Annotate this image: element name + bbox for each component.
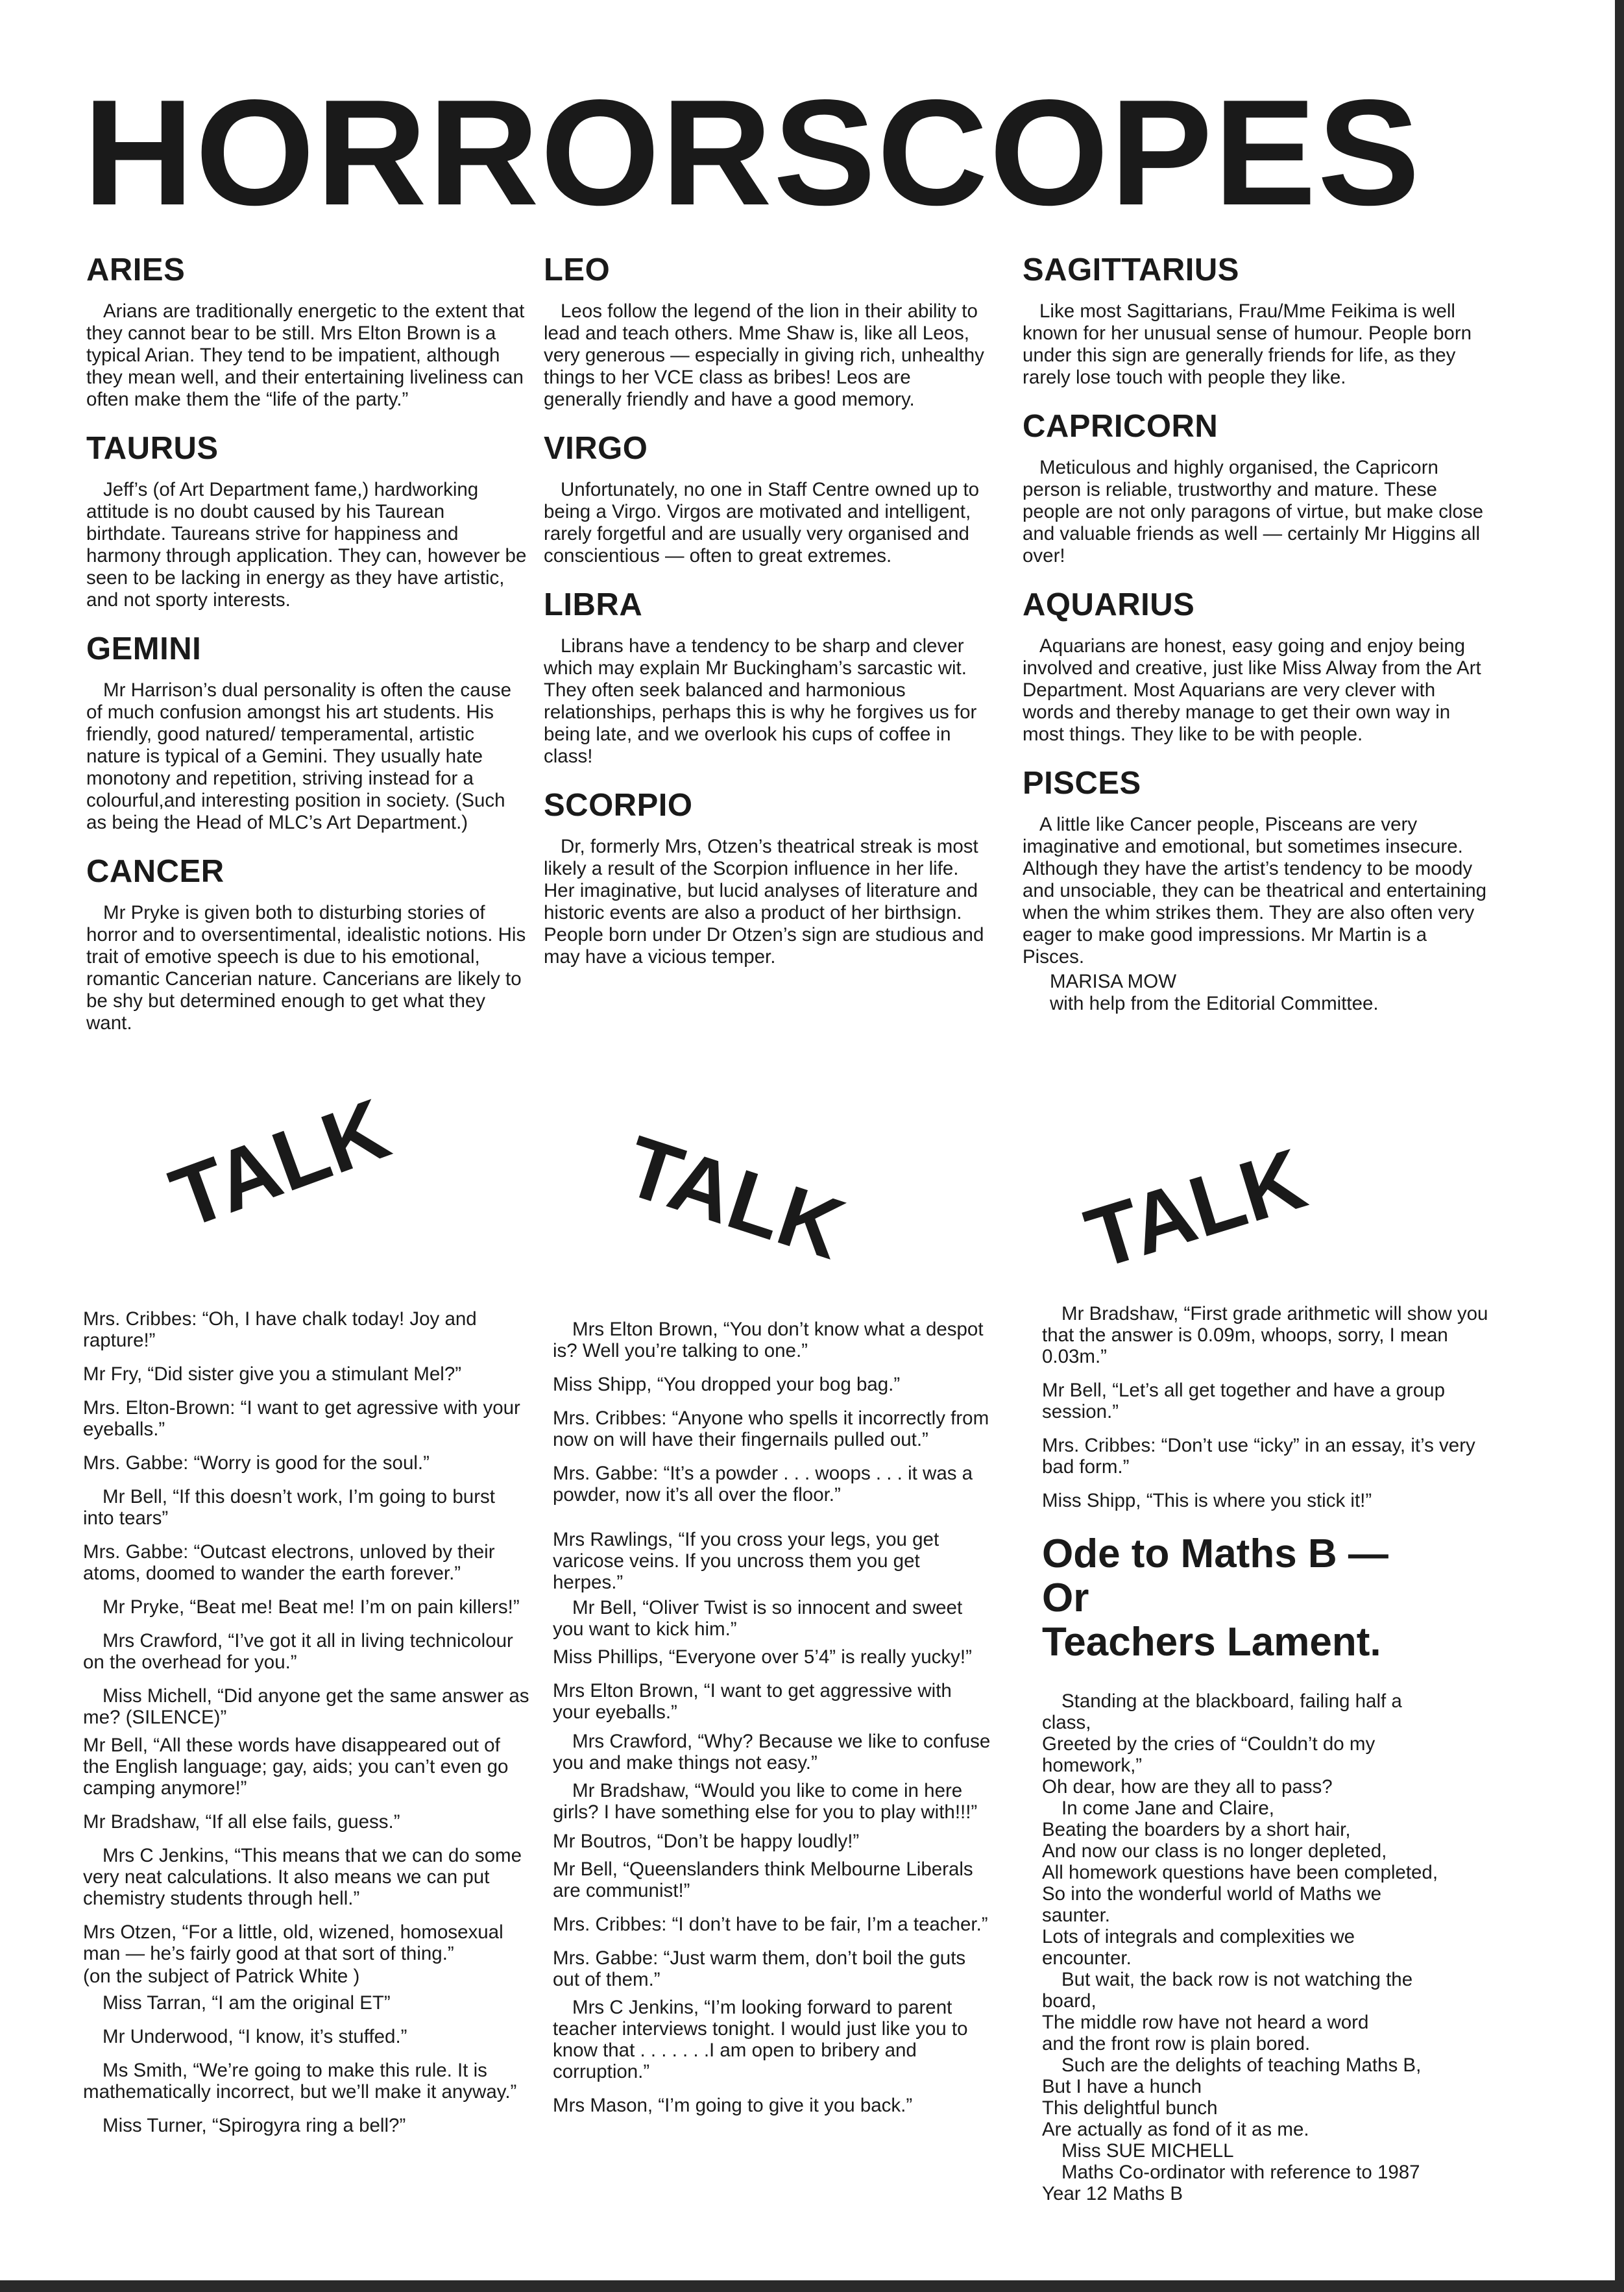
sign-scorpio (544, 790, 985, 968)
quote-speaker: Mrs C Jenkins, (103, 1845, 230, 1866)
poem-line: In come Jane and Claire, (1061, 1798, 1274, 1819)
quote-speaker: Mr Bell, (103, 1486, 167, 1507)
page-bottom-edge (0, 2280, 1624, 2292)
horoscope-column-3 (1023, 254, 1490, 1015)
quote-speaker: Ms Smith, (103, 2060, 188, 2081)
quote (553, 1914, 994, 1935)
quote (83, 1308, 531, 1351)
quote-speaker: Mrs C Jenkins, (572, 1997, 699, 2018)
quote-speaker: Mr Fry, (83, 1363, 143, 1385)
quote-speaker: Mrs Crawford, (103, 1630, 223, 1652)
quote (553, 1947, 994, 1990)
sign-heading: LIBRA (544, 587, 643, 622)
quote (83, 1486, 531, 1529)
quote-speaker: Mr Bradshaw, (1061, 1303, 1179, 1324)
quote (1042, 1303, 1496, 1367)
quote (553, 1646, 994, 1668)
quote-speaker: Mrs. Elton-Brown: (83, 1397, 236, 1419)
poem-line: This delightful bunch (1042, 2097, 1218, 2119)
poem-line: Standing at the blackboard, failing half a (1061, 1690, 1402, 1712)
quote-text: “This is where you stick it!” (1146, 1490, 1372, 1511)
quote-text: “Outcast electrons, unloved by their atoms, doomed to wander the earth forever.” (83, 1541, 495, 1584)
poem-line: Beating the boarders by a short hair, (1042, 1819, 1351, 1840)
quote (553, 1374, 994, 1395)
quote (83, 1921, 531, 1964)
sign-heading: PISCES (1023, 766, 1141, 801)
poem-line: Greeted by the cries of “Couldn’t do my (1042, 1733, 1376, 1755)
quote (553, 1597, 994, 1640)
quote-text: “First grade arithmetic will show you that the answer is 0.09m, whoops, sorry, I mean 0.03m.” (1042, 1303, 1488, 1367)
quote (83, 1685, 531, 1728)
quote-text: “Queenslanders think Melbourne Liberals are communist!” (553, 1859, 973, 1901)
ode-title-line: Teachers Lament. (1042, 1620, 1381, 1664)
quote-speaker: Mrs. Cribbes: (553, 1408, 667, 1429)
quote (553, 1831, 994, 1852)
quote-speaker: Mrs Otzen, (83, 1921, 177, 1943)
quote-text: “This means that we can do some very neat calculations. It also means we can put chemistry students through hell.” (83, 1845, 522, 1909)
quote-text: “For a little, old, wizened, homosexual man — he’s fairly good at that sort of thing.” (83, 1921, 503, 1964)
poem-line: The middle row have not heard a word (1042, 2012, 1369, 2033)
poem-line: homework,” (1042, 1755, 1143, 1776)
sign-text: Unfortunately, no one in Staff Centre owned up to being a Virgo. Virgos are motivated and intelligent, rarely forgetful and are usually very organised and conscientious — often to great extremes. (544, 479, 980, 567)
poem-line: All homework questions have been completed, (1042, 1862, 1438, 1883)
quote (83, 2115, 531, 2136)
ode-title-line: Or (1042, 1576, 1089, 1620)
quote-speaker: Mr Bell, (553, 1859, 618, 1880)
sign-text: A little like Cancer people, Pisceans are very imaginative and emotional, but sometimes insecure. Although they have the artist’s tendency to be moody and unsociable, they can be theatrical and entertaining when the whim strikes them. They are also often very eager to make good impressions. Mr Martin is a Pisces. (1023, 814, 1487, 968)
quote-speaker: Mrs. Cribbes: (1042, 1435, 1156, 1456)
quote (553, 1997, 994, 2082)
quote-text: “Worry is good for the soul.” (193, 1452, 430, 1474)
quote-speaker: Mrs Elton Brown, (553, 1680, 699, 1701)
quote (83, 1596, 531, 1618)
quote-speaker: Mrs. Gabbe: (83, 1452, 189, 1474)
poem-line: Oh dear, how are they all to pass? (1042, 1776, 1333, 1798)
sign-text: Dr, formerly Mrs, Otzen’s theatrical streak is most likely a result of the Scorpion influence in her life. Her imaginative, but lucid analyses of literature and historic events are also a product of her birthsign. People born under Dr Otzen’s sign are studious and may have a vicious temper. (544, 836, 984, 968)
quote (83, 1811, 531, 1833)
ode-poem (1042, 1690, 1496, 2204)
quote-text: “I am the original ET” (212, 1992, 391, 2014)
quote-text: “If all else fails, guess.” (205, 1811, 400, 1833)
quote-text: “Spirogyra ring a bell?” (212, 2115, 406, 2136)
quote-text: “Beat me! Beat me! I’m on pain killers!” (189, 1596, 520, 1618)
poem-line: But I have a hunch (1042, 2076, 1202, 2097)
quote-text: “If you cross your legs, you get varicose veins. If you uncross them you get herpes.” (553, 1529, 939, 1593)
quote (83, 2026, 531, 2047)
quotes-column-1 (83, 1308, 531, 2149)
poem-line: So into the wonderful world of Maths we (1042, 1883, 1382, 1905)
quote (553, 1408, 994, 1450)
quotes-column-2 (553, 1319, 994, 2128)
quote (83, 1992, 531, 2014)
quote-speaker: Mrs. Cribbes: (553, 1914, 667, 1935)
horoscope-column-1 (86, 254, 527, 1056)
poem-line: and the front row is plain bored. (1042, 2033, 1311, 2054)
poem-line: And now our class is no longer depleted, (1042, 1840, 1387, 1862)
quote-text: “Oliver Twist is so innocent and sweet you want to kick him.” (553, 1597, 963, 1640)
sign-capricorn (1023, 411, 1490, 567)
quote-text: “I don’t have to be fair, I’m a teacher.” (672, 1914, 988, 1935)
sign-text: Meticulous and highly organised, the Capricorn person is reliable, trustworthy and mature. These people are not only paragons of virtue, but make close and valuable friends as well — certainly Mr Higgins all over! (1023, 457, 1484, 567)
page-title: HORRORSCOPES (83, 69, 1422, 237)
quote (1042, 1380, 1496, 1422)
sign-leo (544, 254, 985, 411)
quote-text: “Oh, I have chalk today! Joy and rapture!” (83, 1308, 477, 1351)
quote-speaker: Mrs Rawlings, (553, 1529, 673, 1550)
ode-author-class: Year 12 Maths B (1042, 2183, 1183, 2204)
sign-heading: VIRGO (544, 431, 648, 466)
poem-line: class, (1042, 1712, 1091, 1733)
poem-line: Are actually as fond of it as me. (1042, 2119, 1309, 2140)
quote (1042, 1435, 1496, 1478)
poem-line: Lots of integrals and complexities we (1042, 1926, 1355, 1947)
sign-text: Like most Sagittarians, Frau/Mme Feikima is well known for her unusual sense of humour. People born under this sign are generally friends for life, as they rarely lose touch with people they like. (1023, 300, 1472, 388)
sign-text: Jeff’s (of Art Department fame,) hardworking attitude is no doubt caused by his Taurean birthdate. Taureans strive for happiness and harmony through application. They can, however be seen to be lacking in energy as they have artistic, and not sporty interests. (86, 479, 527, 611)
quote (83, 1845, 531, 1909)
quote-text: “Did anyone get the same answer as me? (SILENCE)” (83, 1685, 529, 1728)
quote (83, 1735, 531, 1799)
page-edge (1615, 0, 1624, 2292)
quote (553, 1529, 994, 1593)
sign-text: Mr Pryke is given both to disturbing stories of horror and to oversentimental, idealistic notions. His trait of emotive speech is due to his emotional, romantic Cancerian nature. Cancerians are likely to be shy but determined enough to get what they want. (86, 902, 526, 1034)
talk-heading-3: TALK (1075, 1130, 1316, 1287)
quote-speaker: Mrs Crawford, (572, 1731, 693, 1752)
sign-aries (86, 254, 527, 411)
quote-speaker: Mrs Mason, (553, 2095, 653, 2116)
sign-text: Librans have a tendency to be sharp and clever which may explain Mr Buckingham’s sarcastic wit. They often seek balanced and harmonious relationships, perhaps this is why he forgives us for being late, and we overlook his cups of coffee in class! (544, 635, 977, 767)
quote (553, 1463, 994, 1506)
sign-heading: ARIES (86, 252, 186, 287)
quote-speaker: Mrs. Gabbe: (553, 1463, 659, 1484)
quote (83, 1363, 531, 1385)
sign-heading: AQUARIUS (1023, 587, 1195, 622)
quote-speaker: Mrs. Gabbe: (83, 1541, 189, 1563)
sign-heading: TAURUS (86, 431, 219, 466)
sign-heading: CAPRICORN (1023, 409, 1218, 444)
quote-text: “Don’t use “icky” in an essay, it’s very bad form.” (1042, 1435, 1475, 1478)
quote-text: “You don’t know what a despot is? Well you’re talking to one.” (553, 1319, 984, 1361)
quote-text: “Everyone over 5’4” is really yucky!” (668, 1646, 972, 1668)
quote-speaker: Miss Michell, (103, 1685, 212, 1707)
sign-sagittarius (1023, 254, 1490, 389)
quote (83, 1452, 531, 1474)
quote-speaker: Mr Bell, (572, 1597, 637, 1618)
quote-note: (on the subject of Patrick White ) (83, 1966, 360, 1987)
sign-heading: GEMINI (86, 631, 202, 666)
quote-speaker: Mr Bradshaw, (83, 1811, 200, 1833)
quote-text: “Would you like to come in here girls? I have something else for you to play with!!!” (553, 1780, 978, 1823)
quote-text: “Don’t be happy loudly!” (657, 1831, 860, 1852)
quote (1042, 1490, 1496, 1511)
quote-text: “I want to get aggressive with your eyeballs.” (553, 1680, 952, 1723)
quote-text: “I’m going to give it you back.” (658, 2095, 913, 2116)
quote-speaker: Miss Turner, (103, 2115, 207, 2136)
quote-text: “We’re going to make this rule. It is mathematically incorrect, but we’ll make it anyway.” (83, 2060, 517, 2103)
quote-text: “Did sister give you a stimulant Mel?” (147, 1363, 462, 1385)
quote-text: “Let’s all get together and have a group session.” (1042, 1380, 1445, 1422)
sign-pisces (1023, 768, 1490, 968)
sign-heading: SAGITTARIUS (1023, 252, 1239, 287)
poem-line: saunter. (1042, 1905, 1110, 1926)
sign-aquarius (1023, 589, 1490, 746)
ode-title (1042, 1532, 1496, 1664)
poem-line: Such are the delights of teaching Maths B, (1061, 2054, 1422, 2076)
sign-virgo (544, 433, 985, 567)
quote-text: “I know, it’s stuffed.” (238, 2026, 407, 2047)
quote (83, 1630, 531, 1673)
talk-heading-2: TALK (614, 1117, 855, 1277)
sign-heading: LEO (544, 252, 611, 287)
talk-heading-1: TALK (159, 1080, 401, 1247)
horoscope-column-2 (544, 254, 985, 990)
quote-speaker: Mr Pryke, (103, 1596, 185, 1618)
quotes-column-3 (1042, 1303, 1496, 2204)
horoscope-author: MARISA MOW (1050, 971, 1177, 992)
quote (553, 1859, 994, 1901)
quote-speaker: Miss Shipp, (553, 1374, 652, 1395)
sign-text: Leos follow the legend of the lion in their ability to lead and teach others. Mme Shaw is, like all Leos, very generous — especially in giving rich, unhealthy things to her VCE class as bribes! Leos are generally friendly and have a good memory. (544, 300, 984, 410)
quote (83, 1397, 531, 1440)
quote-text: “Why? Because we like to confuse you and make things not easy.” (553, 1731, 991, 1774)
quote (553, 1731, 994, 1774)
horoscope-credit: with help from the Editorial Committee. (1050, 993, 1379, 1014)
sign-text: Arians are traditionally energetic to the extent that they cannot bear to be still. Mrs Elton Brown is a typical Arian. They tend to be impatient, although they mean well, and their entertaining liveliness can often make them the “life of the party.” (86, 300, 525, 410)
sign-cancer (86, 856, 527, 1034)
sign-heading: SCORPIO (544, 788, 693, 823)
quote-speaker: Mr Boutros, (553, 1831, 652, 1852)
quote (83, 1541, 531, 1584)
quote (553, 2095, 994, 2116)
quote-text: “I’m looking forward to parent teacher interviews tonight. I would just like you to know that . . . . . . .I am open to bribery and corruption.” (553, 1997, 968, 2082)
quote-text: “If this doesn’t work, I’m going to burst into tears” (83, 1486, 495, 1529)
quote-speaker: Mrs Elton Brown, (572, 1319, 718, 1340)
quote-text: “Anyone who spells it incorrectly from now on will have their fingernails pulled out.” (553, 1408, 989, 1450)
ode-author-role: Maths Co-ordinator with reference to 1987 (1061, 2162, 1420, 2183)
ode-title-line: Ode to Maths B — (1042, 1531, 1388, 1576)
poem-line: encounter. (1042, 1947, 1132, 1969)
poem-line: board, (1042, 1990, 1097, 2012)
quote-text: “I want to get agressive with your eyeballs.” (83, 1397, 520, 1440)
sign-text: Mr Harrison’s dual personality is often the cause of much confusion amongst his art students. His friendly, good natured/ temperamental, artistic nature is typical of a Gemini. They usually hate monotony and repetition, striving instead for a colourful,and interesting position in society. (Such as being the Head of MLC’s Art Department.) (86, 679, 512, 833)
quote-speaker: Mr Bell, (1042, 1380, 1107, 1401)
quote-text: “It’s a powder . . . woops . . . it was a powder, now it’s all over the floor.” (553, 1463, 973, 1506)
quote-speaker: Mr Bell, (83, 1735, 148, 1756)
quote-speaker: Mrs. Gabbe: (553, 1947, 659, 1969)
quote-speaker: Mrs. Cribbes: (83, 1308, 197, 1330)
quote (553, 1319, 994, 1361)
quote-text: “I’ve got it all in living technicolour on the overhead for you.” (83, 1630, 513, 1673)
poem-line: But wait, the back row is not watching the (1061, 1969, 1413, 1990)
ode-author: Miss SUE MICHELL (1061, 2140, 1234, 2162)
sign-taurus (86, 433, 527, 611)
quote-speaker: Miss Tarran, (103, 1992, 207, 2014)
quote-speaker: Miss Shipp, (1042, 1490, 1141, 1511)
sign-libra (544, 589, 985, 768)
quote-text: “Just warm them, don’t boil the guts out of them.” (553, 1947, 966, 1990)
quote-text: “You dropped your bog bag.” (657, 1374, 901, 1395)
sign-text: Aquarians are honest, easy going and enjoy being involved and creative, just like Miss Alway from the Art Department. Most Aquarians are very clever with words and thereby manage to get their own way in most things. They like to be with people. (1023, 635, 1481, 745)
quote (83, 2060, 531, 2103)
sign-gemini (86, 633, 527, 834)
quote-text: “All these words have disappeared out of the English language; gay, aids; you can’t even go camping anymore!” (83, 1735, 509, 1799)
quote (553, 1680, 994, 1723)
quote (553, 1780, 994, 1823)
quote-speaker: Mr Bradshaw, (572, 1780, 690, 1801)
quote-speaker: Mr Underwood, (103, 2026, 234, 2047)
quote-speaker: Miss Phillips, (553, 1646, 664, 1668)
sign-heading: CANCER (86, 854, 224, 889)
